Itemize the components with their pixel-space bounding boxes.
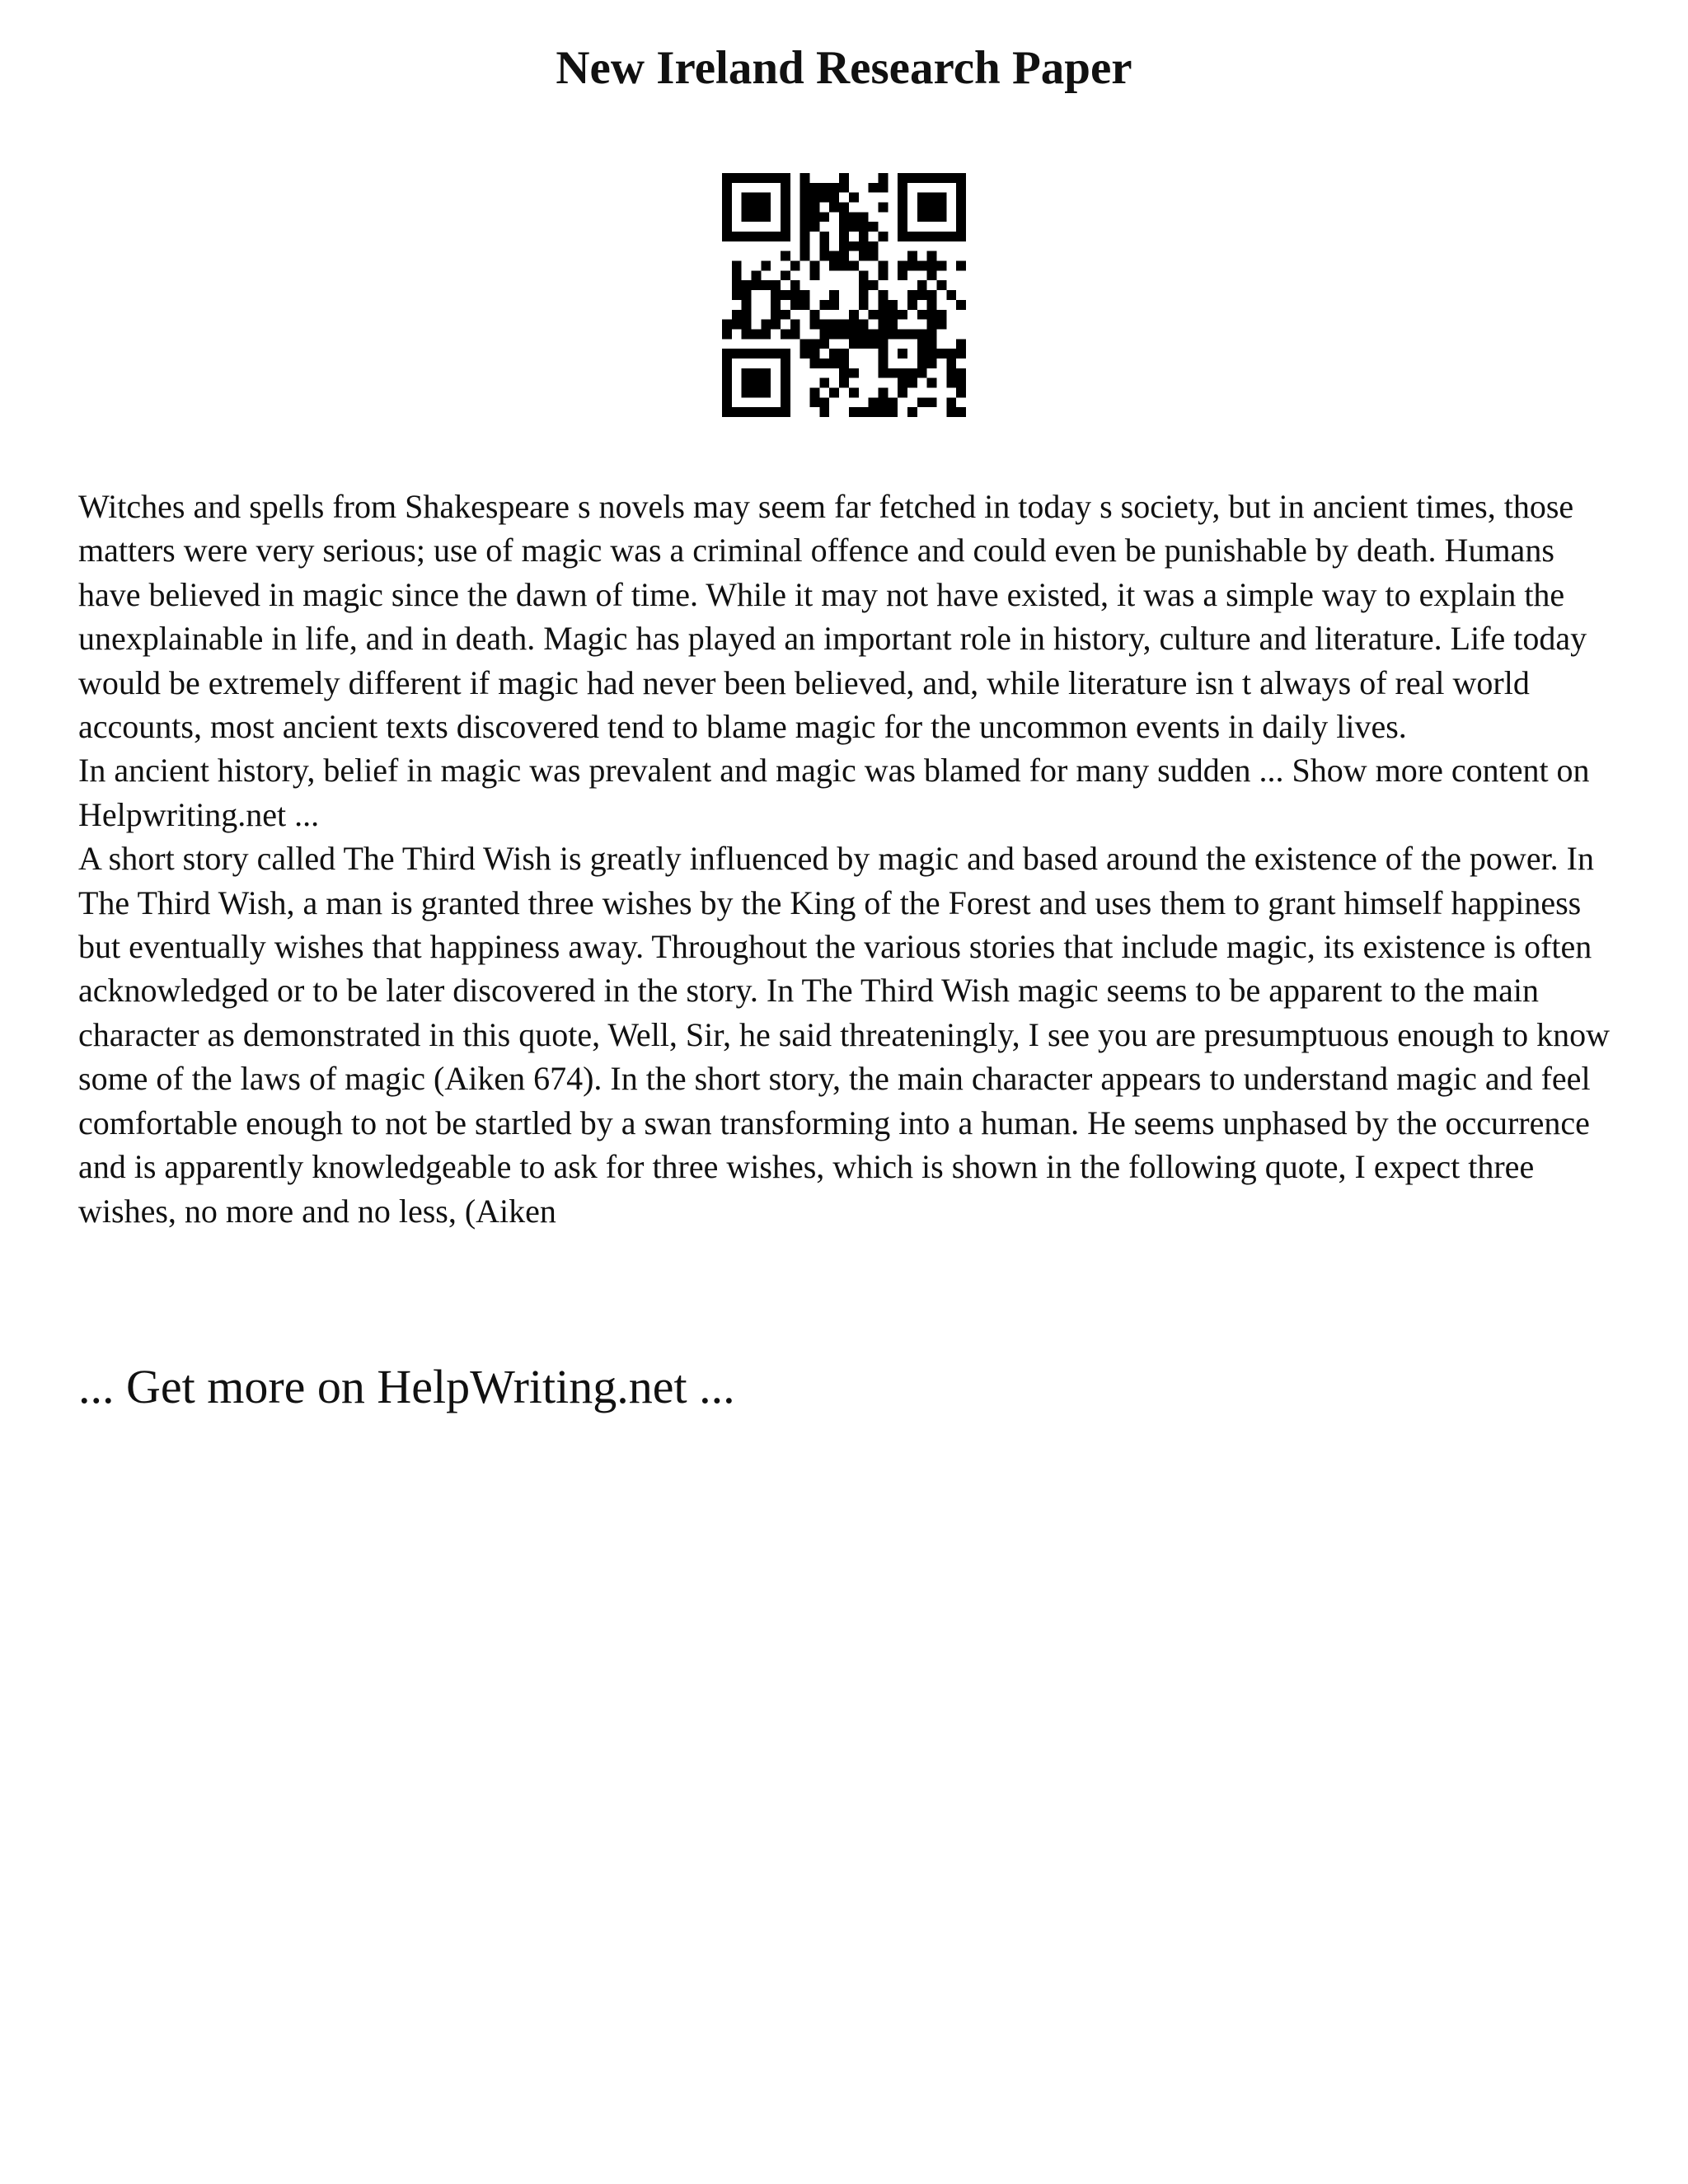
paragraph: A short story called The Third Wish is greatly influenced by magic and based around the existence of the power. In The Third Wish, a man is granted three wishes by the King of the Forest and uses them to grant himself happiness but eventually wishes that happiness away. Throughout the various stories that include magic, its existence is often acknowledged or to be later discovered in the story. In The Third Wish magic seems to be apparent to the main character as demonstrated in this quote, Well, Sir, he said threateningly, I see you are presumptuous enough to know some of the laws of magic (Aiken 674). In the short story, the main character appears to understand magic and feel comfortable enough to not be startled by a swan transforming into a human. He seems unphased by the occurrence and is apparently knowledgeable to ask for three wishes, which is shown in the following quote, I expect three wishes, no more and no less, (Aiken	[78, 840, 1611, 1230]
qr-code-icon	[722, 173, 966, 417]
get-more-link[interactable]: ... Get more on HelpWriting.net ...	[78, 1360, 735, 1413]
article-body	[78, 485, 1611, 1233]
paragraph: Witches and spells from Shakespeare s novels may seem far fetched in today s society, but in ancient times, those matters were very serious; use of magic was a criminal offence and could even be punishable by death. Humans have believed in magic since the dawn of time. While it may not have existed, it was a simple way to explain the unexplainable in life, and in death. Magic has played an important role in history, culture and literature. Life today would be extremely different if magic had never been believed, and, while literature isn t always of real world accounts, most ancient texts discovered tend to blame magic for the uncommon events in daily lives.	[78, 488, 1587, 746]
paragraph: In ancient history, belief in magic was prevalent and magic was blamed for many sudden ... Show more content on Helpwriting.net ...	[78, 752, 1590, 833]
page-title: New Ireland Research Paper	[556, 42, 1132, 94]
